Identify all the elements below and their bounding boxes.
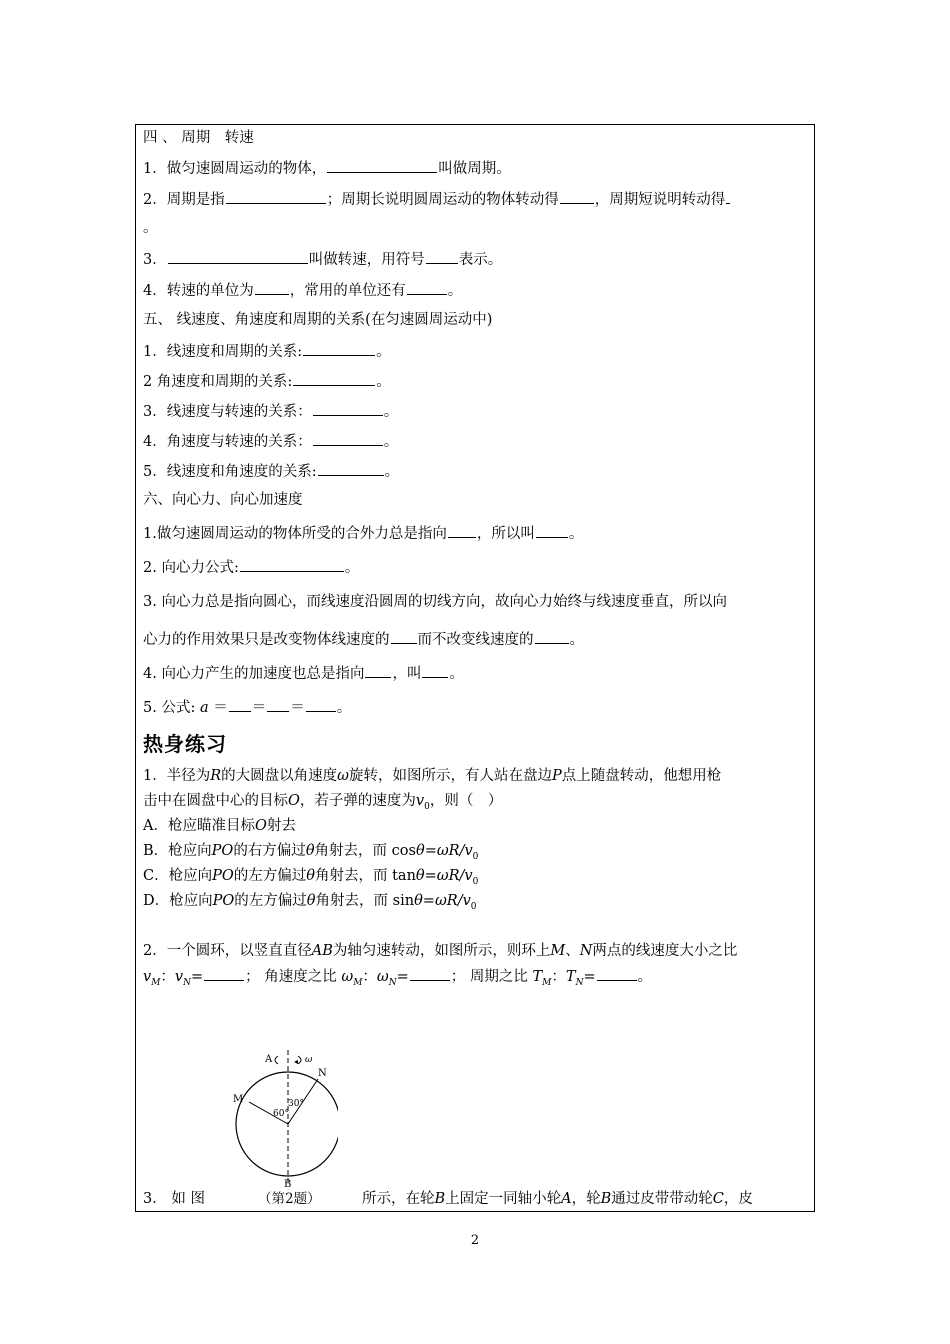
q1-option-a: A．枪应瞄准目标O射去	[143, 818, 296, 834]
s5-line1: 1．线速度和周期的关系: 。	[143, 341, 391, 362]
q3-line1: 3． 如 图	[143, 1191, 205, 1207]
label-b: B	[284, 1179, 292, 1188]
section5-heading: 五、 线速度、角速度和周期的关系(在匀速圆周运动中)	[143, 312, 493, 328]
section6-heading: 六、向心力、向心加速度	[143, 492, 303, 508]
warmup-title: 热身练习	[143, 732, 227, 756]
page-number: 2	[470, 1233, 480, 1248]
s6-line1: 1.做匀速圆周运动的物体所受的合外力总是指向 ，所以叫 。	[143, 523, 583, 544]
s5-line4: 4．角速度与转速的关系： 。	[143, 431, 398, 452]
label-a: A	[265, 1054, 273, 1065]
label-n: N	[318, 1068, 327, 1079]
figure-caption: （第2题）	[258, 1191, 321, 1207]
q1-line2: 击中在圆盘中心的目标O，若子弹的速度为$v_0$，则（ ）	[143, 793, 503, 812]
label-m: M	[233, 1094, 244, 1105]
s6-line5: 5. 公式: a ＝ ＝ ＝ 。	[143, 697, 351, 718]
q2-line1: 2．一个圆环，以竖直直径AB为轴匀速转动，如图所示，则环上M、N两点的线速度大小之比	[143, 943, 738, 959]
q1-line1: 1．半径为R的大圆盘以角速度ω旋转，如图所示，有人站在盘边P点上随盘转动，他想用枪	[143, 768, 722, 784]
s6-line3b: 心力的作用效果只是改变物体线速度的 而不改变线速度的 。	[143, 629, 584, 650]
s6-line4: 4. 向心力产生的加速度也总是指向 ，叫 。	[143, 663, 464, 684]
q2-line2: $v_M$：$v_N=$ ； 角速度之比 $\omega_M$：$\omega_N=$ ； 周期之比 $T_M$：$T_N=$ 。	[143, 966, 652, 993]
label-60deg: 60°	[273, 1109, 289, 1119]
s5-line2: 2 角速度和周期的关系: 。	[143, 371, 391, 392]
label-30deg: 30°	[288, 1099, 304, 1109]
ring-rotation-diagram	[228, 1048, 338, 1188]
s4-line2: 2．周期是指 ；周期长说明圆周运动的物体转动得 ，周期短说明转动得	[143, 189, 731, 210]
s6-line3: 3. 向心力总是指向圆心，而线速度沿圆周的切线方向，故向心力始终与线速度垂直，所以向	[143, 594, 727, 610]
q1-option-c: C．枪应向PO的左方偏过θ角射去，而 $\tan\theta=\omega R/v_0$	[143, 868, 479, 887]
s4-line4: 4．转速的单位为 ，常用的单位还有 。	[143, 280, 462, 301]
section4-heading: 四 、 周期 转速	[143, 130, 254, 146]
s4-line1: 1．做匀速圆周运动的物体， 叫做周期。	[143, 158, 511, 179]
s4-line2-end: 。	[143, 220, 158, 236]
q1-option-d: D．枪应向PO的左方偏过θ角射去，而 $\sin\theta=\omega R/v_0$	[143, 893, 477, 912]
q1-option-b: B．枪应向PO的右方偏过θ角射去，而 $\cos\theta=\omega R/v_0$	[143, 843, 479, 862]
q3-line1-cont: 所示，在轮B上固定一同轴小轮A，轮B通过皮带带动轮C，皮	[362, 1191, 753, 1207]
s4-line3: 3． 叫做转速，用符号 表示。	[143, 249, 502, 270]
label-omega: ω	[305, 1055, 313, 1065]
s6-line2: 2. 向心力公式: 。	[143, 557, 359, 578]
s5-line3: 3．线速度与转速的关系： 。	[143, 401, 398, 422]
s5-line5: 5．线速度和角速度的关系: 。	[143, 461, 399, 482]
